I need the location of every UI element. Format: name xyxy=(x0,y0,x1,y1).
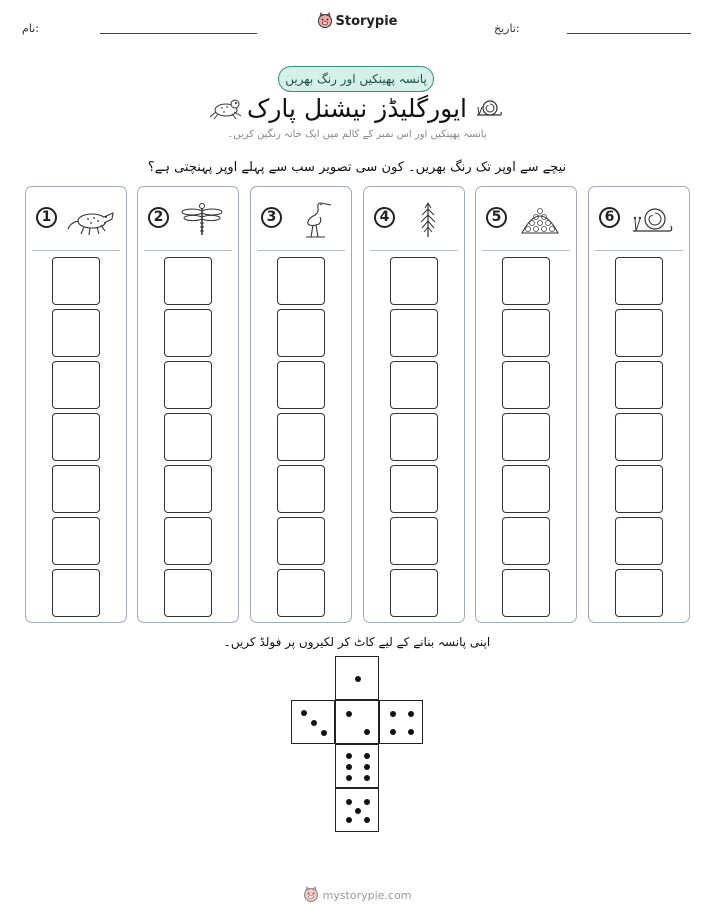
column-divider xyxy=(370,250,458,251)
brand-name: Storypie xyxy=(335,13,398,29)
color-box[interactable] xyxy=(502,517,550,565)
color-box[interactable] xyxy=(390,517,438,565)
column-number: 3 xyxy=(261,207,282,228)
column-number: 1 xyxy=(36,207,57,228)
column-number: 2 xyxy=(148,207,169,228)
color-box[interactable] xyxy=(615,361,663,409)
die-pip xyxy=(408,729,414,735)
color-box[interactable] xyxy=(164,465,212,513)
die-pip xyxy=(364,775,370,781)
footer-mascot-icon xyxy=(303,886,319,904)
column-header xyxy=(251,187,351,249)
column-header xyxy=(364,187,464,249)
color-box[interactable] xyxy=(277,517,325,565)
die-face-6 xyxy=(335,744,379,788)
die-face-1 xyxy=(335,656,379,700)
die-pip xyxy=(364,799,370,805)
color-box[interactable] xyxy=(164,569,212,617)
die-pip xyxy=(346,775,352,781)
color-box[interactable] xyxy=(615,413,663,461)
page-subtitle: پانسہ پھینکیں اور اس نمبر کے کالم میں ایک خانہ رنگین کریں۔ xyxy=(227,129,487,140)
color-box[interactable] xyxy=(52,465,100,513)
die-face-2 xyxy=(335,700,379,744)
column-header xyxy=(589,187,689,249)
dragonfly-icon xyxy=(178,199,226,239)
color-box[interactable] xyxy=(277,361,325,409)
color-box[interactable] xyxy=(390,361,438,409)
column-divider xyxy=(257,250,345,251)
color-box[interactable] xyxy=(615,465,663,513)
date-line xyxy=(567,33,691,34)
die-face-4 xyxy=(379,700,423,744)
die-net-instruction: اپنی پانسہ بنانے کے لیے کاٹ کر لکیروں پر فولڈ کریں۔ xyxy=(223,635,491,649)
sawgrass-icon xyxy=(404,199,452,239)
color-box[interactable] xyxy=(52,413,100,461)
die-pip xyxy=(346,753,352,759)
color-box[interactable] xyxy=(52,309,100,357)
die-pip xyxy=(390,711,396,717)
column-divider xyxy=(482,250,570,251)
page-title: ایورگلیڈز نیشنل پارک xyxy=(246,94,467,123)
color-box[interactable] xyxy=(277,569,325,617)
color-box[interactable] xyxy=(277,309,325,357)
die-pip xyxy=(311,720,317,726)
snail-title-icon xyxy=(474,95,504,119)
alligator-icon xyxy=(66,199,114,239)
color-box[interactable] xyxy=(277,413,325,461)
die-pip xyxy=(355,808,361,814)
color-box[interactable] xyxy=(277,465,325,513)
die-pip xyxy=(355,676,361,682)
color-box[interactable] xyxy=(502,361,550,409)
brand-logo xyxy=(0,12,714,34)
die-pip xyxy=(408,711,414,717)
color-box[interactable] xyxy=(52,257,100,305)
die-pip xyxy=(321,730,327,736)
game-instruction: نیچے سے اوپر تک رنگ بھریں۔ کون سی تصویر سب سے پہلے اوپر پہنچتی ہے؟ xyxy=(147,160,567,175)
color-box[interactable] xyxy=(615,309,663,357)
date-label: تاریخ: xyxy=(494,22,520,35)
color-box[interactable] xyxy=(502,413,550,461)
die-pip xyxy=(364,729,370,735)
color-box[interactable] xyxy=(52,569,100,617)
color-box[interactable] xyxy=(615,257,663,305)
column-4 xyxy=(363,186,465,623)
column-header xyxy=(138,187,238,249)
color-box[interactable] xyxy=(502,309,550,357)
color-box[interactable] xyxy=(52,361,100,409)
color-box[interactable] xyxy=(390,309,438,357)
color-box[interactable] xyxy=(615,569,663,617)
column-2 xyxy=(137,186,239,623)
die-pip xyxy=(346,711,352,717)
column-5 xyxy=(475,186,577,623)
die-pip xyxy=(364,817,370,823)
activity-tag: پانسہ پھینکیں اور رنگ بھریں xyxy=(278,66,434,92)
die-pip xyxy=(390,729,396,735)
color-box[interactable] xyxy=(164,413,212,461)
die-face-3 xyxy=(291,700,335,744)
column-number: 4 xyxy=(374,207,395,228)
color-box[interactable] xyxy=(390,569,438,617)
snail-icon xyxy=(629,199,677,239)
color-box[interactable] xyxy=(164,257,212,305)
heron-icon xyxy=(291,199,339,239)
column-header xyxy=(26,187,126,249)
column-number: 5 xyxy=(486,207,507,228)
column-header xyxy=(476,187,576,249)
color-box[interactable] xyxy=(502,465,550,513)
die-pip xyxy=(364,764,370,770)
die-pip xyxy=(364,753,370,759)
footer xyxy=(0,886,714,908)
color-box[interactable] xyxy=(502,257,550,305)
column-1 xyxy=(25,186,127,623)
color-box[interactable] xyxy=(390,413,438,461)
color-box[interactable] xyxy=(277,257,325,305)
color-box[interactable] xyxy=(390,465,438,513)
color-box[interactable] xyxy=(164,517,212,565)
column-number: 6 xyxy=(599,207,620,228)
pig-mascot-icon xyxy=(317,12,333,30)
color-box[interactable] xyxy=(164,361,212,409)
die-pip xyxy=(346,764,352,770)
column-3 xyxy=(250,186,352,623)
color-box[interactable] xyxy=(390,257,438,305)
color-box[interactable] xyxy=(164,309,212,357)
column-divider xyxy=(595,250,683,251)
die-face-5 xyxy=(335,788,379,832)
column-divider xyxy=(32,250,120,251)
name-label: نام: xyxy=(22,22,39,35)
die-pip xyxy=(346,799,352,805)
shell-mound-icon xyxy=(516,199,564,239)
footer-url[interactable]: mystorypie.com xyxy=(322,888,412,902)
die-pip xyxy=(301,710,307,716)
color-box[interactable] xyxy=(615,517,663,565)
column-divider xyxy=(144,250,232,251)
column-6 xyxy=(588,186,690,623)
color-box[interactable] xyxy=(52,517,100,565)
color-box[interactable] xyxy=(502,569,550,617)
die-pip xyxy=(346,817,352,823)
